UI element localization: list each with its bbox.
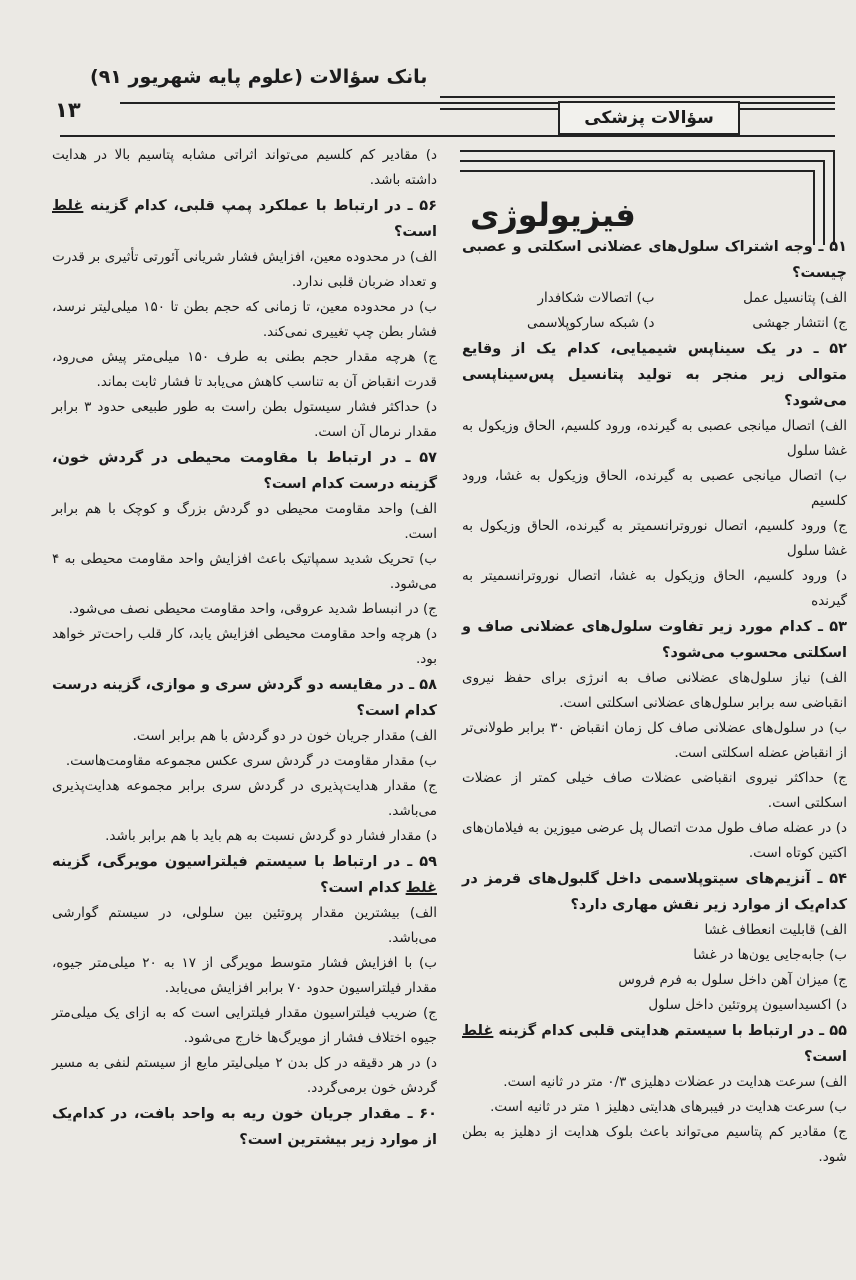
question-56: [52, 193, 437, 245]
question-51: ۵۱ ـ وجه اشتراک سلول‌های عضلانی اسکلتی و عصبی چیست؟: [462, 239, 847, 281]
option: ب) اتصالات شکافدار: [537, 290, 655, 306]
underlined-word: غلط: [462, 1023, 494, 1039]
option: ب) جابه‌جایی یون‌ها در غشا: [693, 947, 847, 963]
option: د) در هر دقیقه در کل بدن ۲ میلی‌لیتر مایع از سیستم لنفی به مسیر گردش خون برمی‌گردد.: [52, 1055, 437, 1096]
option: ج) حداکثر نیروی انقباضی عضلات صاف خیلی کمتر از عضلات اسکلتی است.: [462, 770, 847, 811]
option: د) مقدار فشار دو گردش نسبت به هم باید با هم برابر باشد.: [105, 828, 437, 844]
option: د) در عضله صاف طول مدت اتصال پل عرضی میوزین به فیلامان‌های اکتین کوتاه است.: [462, 820, 847, 861]
question-text: کدام است؟: [320, 880, 401, 896]
underlined-word: غلط: [52, 198, 84, 214]
question-60: ۶۰ ـ مقدار جریان خون ریه به واحد بافت، در کدام‌یک از موارد زیر بیشترین است؟: [52, 1106, 437, 1148]
option: ب) در سلول‌های عضلانی صاف کل زمان انقباض ۳۰ برابر طولانی‌تر از انقباض عضله اسکلتی است.: [462, 720, 847, 761]
option: ج) ورود کلسیم، اتصال نوروترانسمیتر به گیرنده، الحاق وزیکول به غشا سلول: [462, 518, 847, 559]
question-54: ۵۴ ـ آنزیم‌های سیتوپلاسمی داخل گلبول‌های قرمز در کدام‌یک از موارد زیر نقش مهاری دارد؟: [462, 871, 847, 913]
option: الف) بیشترین مقدار پروتئین بین سلولی، در سیستم گوارشی می‌باشد.: [52, 905, 437, 946]
question-55: [462, 1018, 847, 1070]
option: ج) ضریب فیلتراسیون مقدار فیلترایی است که به ازای یک میلی‌متر جیوه اختلاف فشار از مویرگ‌ها خارج می‌شود.: [52, 1005, 437, 1046]
question-text: ۵۹ ـ در ارتباط با سیستم فیلتراسیون مویرگی، گزینه: [52, 854, 437, 870]
option: الف) واحد مقاومت محیطی دو گردش بزرگ و کوچک با هم برابر است.: [52, 501, 437, 542]
option: ب) در محدوده معین، تا زمانی که حجم بطن تا ۱۵۰ میلی‌لیتر نرسد، فشار بطن چپ تغییری نمی‌کند.: [52, 299, 437, 340]
option: د) ورود کلسیم، الحاق وزیکول به غشا، اتصال نوروترانسمیتر به گیرنده: [462, 568, 847, 609]
question-text: است؟: [804, 1049, 847, 1065]
option: ج) هرچه مقدار حجم بطنی به طرف ۱۵۰ میلی‌متر پیش می‌رود، قدرت انقباض آن به تناسب کاهش می‌یابد تا فشار ثابت بماند.: [52, 349, 437, 390]
question-59: [52, 849, 437, 901]
options-row: [462, 286, 847, 311]
frame-line: [460, 160, 825, 162]
option: الف) در محدوده معین، افزایش فشار شریانی آئورتی تأثیری بر قدرت و تعداد ضربان قلبی ندارد.: [52, 249, 437, 290]
question-text: ۵۶ ـ در ارتباط با عملکرد پمپ قلبی، کدام گزینه: [90, 198, 437, 214]
option: ج) مقدار هدایت‌پذیری در گردش سری برابر مجموعه هدایت‌پذیری می‌باشد.: [52, 778, 437, 819]
options-row: [462, 311, 847, 336]
option: د) مقادیر کم کلسیم می‌تواند اثراتی مشابه پتاسیم بالا در هدایت داشته باشد.: [52, 147, 437, 188]
option: د) هرچه واحد مقاومت محیطی افزایش یابد، کار قلب راحت‌تر خواهد بود.: [52, 626, 437, 667]
section-label: سؤالات پزشکی: [558, 101, 740, 135]
option: الف) نیاز سلول‌های عضلانی صاف به انرژی برای حفظ نیروی انقباضی سه برابر سلول‌های عضلانی اسکلتی است.: [462, 670, 847, 711]
option: ج) میزان آهن داخل سلول به فرم فروس: [618, 972, 847, 988]
option: د) حداکثر فشار سیستول بطن راست به طور طبیعی حدود ۳ برابر مقدار نرمال آن است.: [52, 399, 437, 440]
topic-title: فیزیولوژی: [470, 196, 636, 234]
option: الف) سرعت هدایت در عضلات دهلیزی ۰/۳ متر در ثانیه است.: [503, 1074, 847, 1090]
option: الف) مقدار جریان خون در دو گردش با هم برابر است.: [132, 728, 437, 744]
question-text: است؟: [394, 224, 437, 240]
header-rule: [440, 96, 835, 98]
page-number: ۱۳: [55, 98, 81, 122]
question-53: ۵۳ ـ کدام مورد زیر تفاوت سلول‌های عضلانی صاف و اسکلتی محسوب می‌شود؟: [462, 619, 847, 661]
option: الف) قابلیت انعطاف غشا: [704, 922, 847, 938]
question-text: ۵۵ ـ در ارتباط با سیستم هدایتی قلبی کدام گزینه: [498, 1023, 847, 1039]
option: ب) سرعت هدایت در فیبرهای هدایتی دهلیز ۱ متر در ثانیه است.: [490, 1099, 847, 1115]
option: ب) مقدار مقاومت در گردش سری عکس مجموعه مقاومت‌هاست.: [65, 753, 437, 769]
frame-line: [460, 150, 835, 152]
underlined-word: غلط: [405, 880, 437, 896]
frame-line: [833, 150, 835, 245]
option: الف) پتانسیل عمل: [743, 290, 847, 306]
option: ج) انتشار جهشی: [752, 315, 847, 331]
option: د) شبکه سارکوپلاسمی: [527, 315, 655, 331]
left-column: [52, 143, 437, 1153]
frame-line: [460, 170, 815, 172]
option: ب) با افزایش فشار متوسط مویرگی از ۱۷ به ۲۰ میلی‌متر جیوه، مقدار فیلتراسیون حدود ۷۰ برابر افزایش می‌یابد.: [52, 955, 438, 996]
option: الف) اتصال میانجی عصبی به گیرنده، ورود کلسیم، الحاق وزیکول به غشا سلول: [462, 418, 847, 459]
option: د) اکسیداسیون پروتئین داخل سلول: [648, 997, 847, 1013]
option: ج) مقادیر کم پتاسیم می‌تواند باعث بلوک هدایت از دهلیز به بطن شود.: [462, 1124, 847, 1165]
question-58: ۵۸ ـ در مقایسه دو گردش سری و موازی، گزینه درست کدام است؟: [52, 677, 437, 719]
option: ب) اتصال میانجی عصبی به گیرنده، الحاق وزیکول به غشا، ورود کلسیم: [462, 468, 847, 509]
frame-line: [823, 160, 825, 245]
header-rule: [60, 135, 835, 137]
question-52: ۵۲ ـ در یک سیناپس شیمیایی، کدام یک از وقایع متوالی زیر منجر به تولید پتانسیل پس‌سیناپسی می‌شود؟: [462, 341, 847, 409]
question-57: ۵۷ ـ در ارتباط با مقاومت محیطی در گردش خون، گزینه درست کدام است؟: [52, 450, 437, 492]
option: ج) در انبساط شدید عروقی، واحد مقاومت محیطی نصف می‌شود.: [68, 601, 437, 617]
right-column: [462, 234, 847, 1170]
book-title: بانک سؤالات (علوم پایه شهریور ۹۱): [90, 66, 428, 88]
option: ب) تحریک شدید سمپاتیک باعث افزایش واحد مقاومت محیطی به ۴ می‌شود.: [52, 551, 437, 592]
